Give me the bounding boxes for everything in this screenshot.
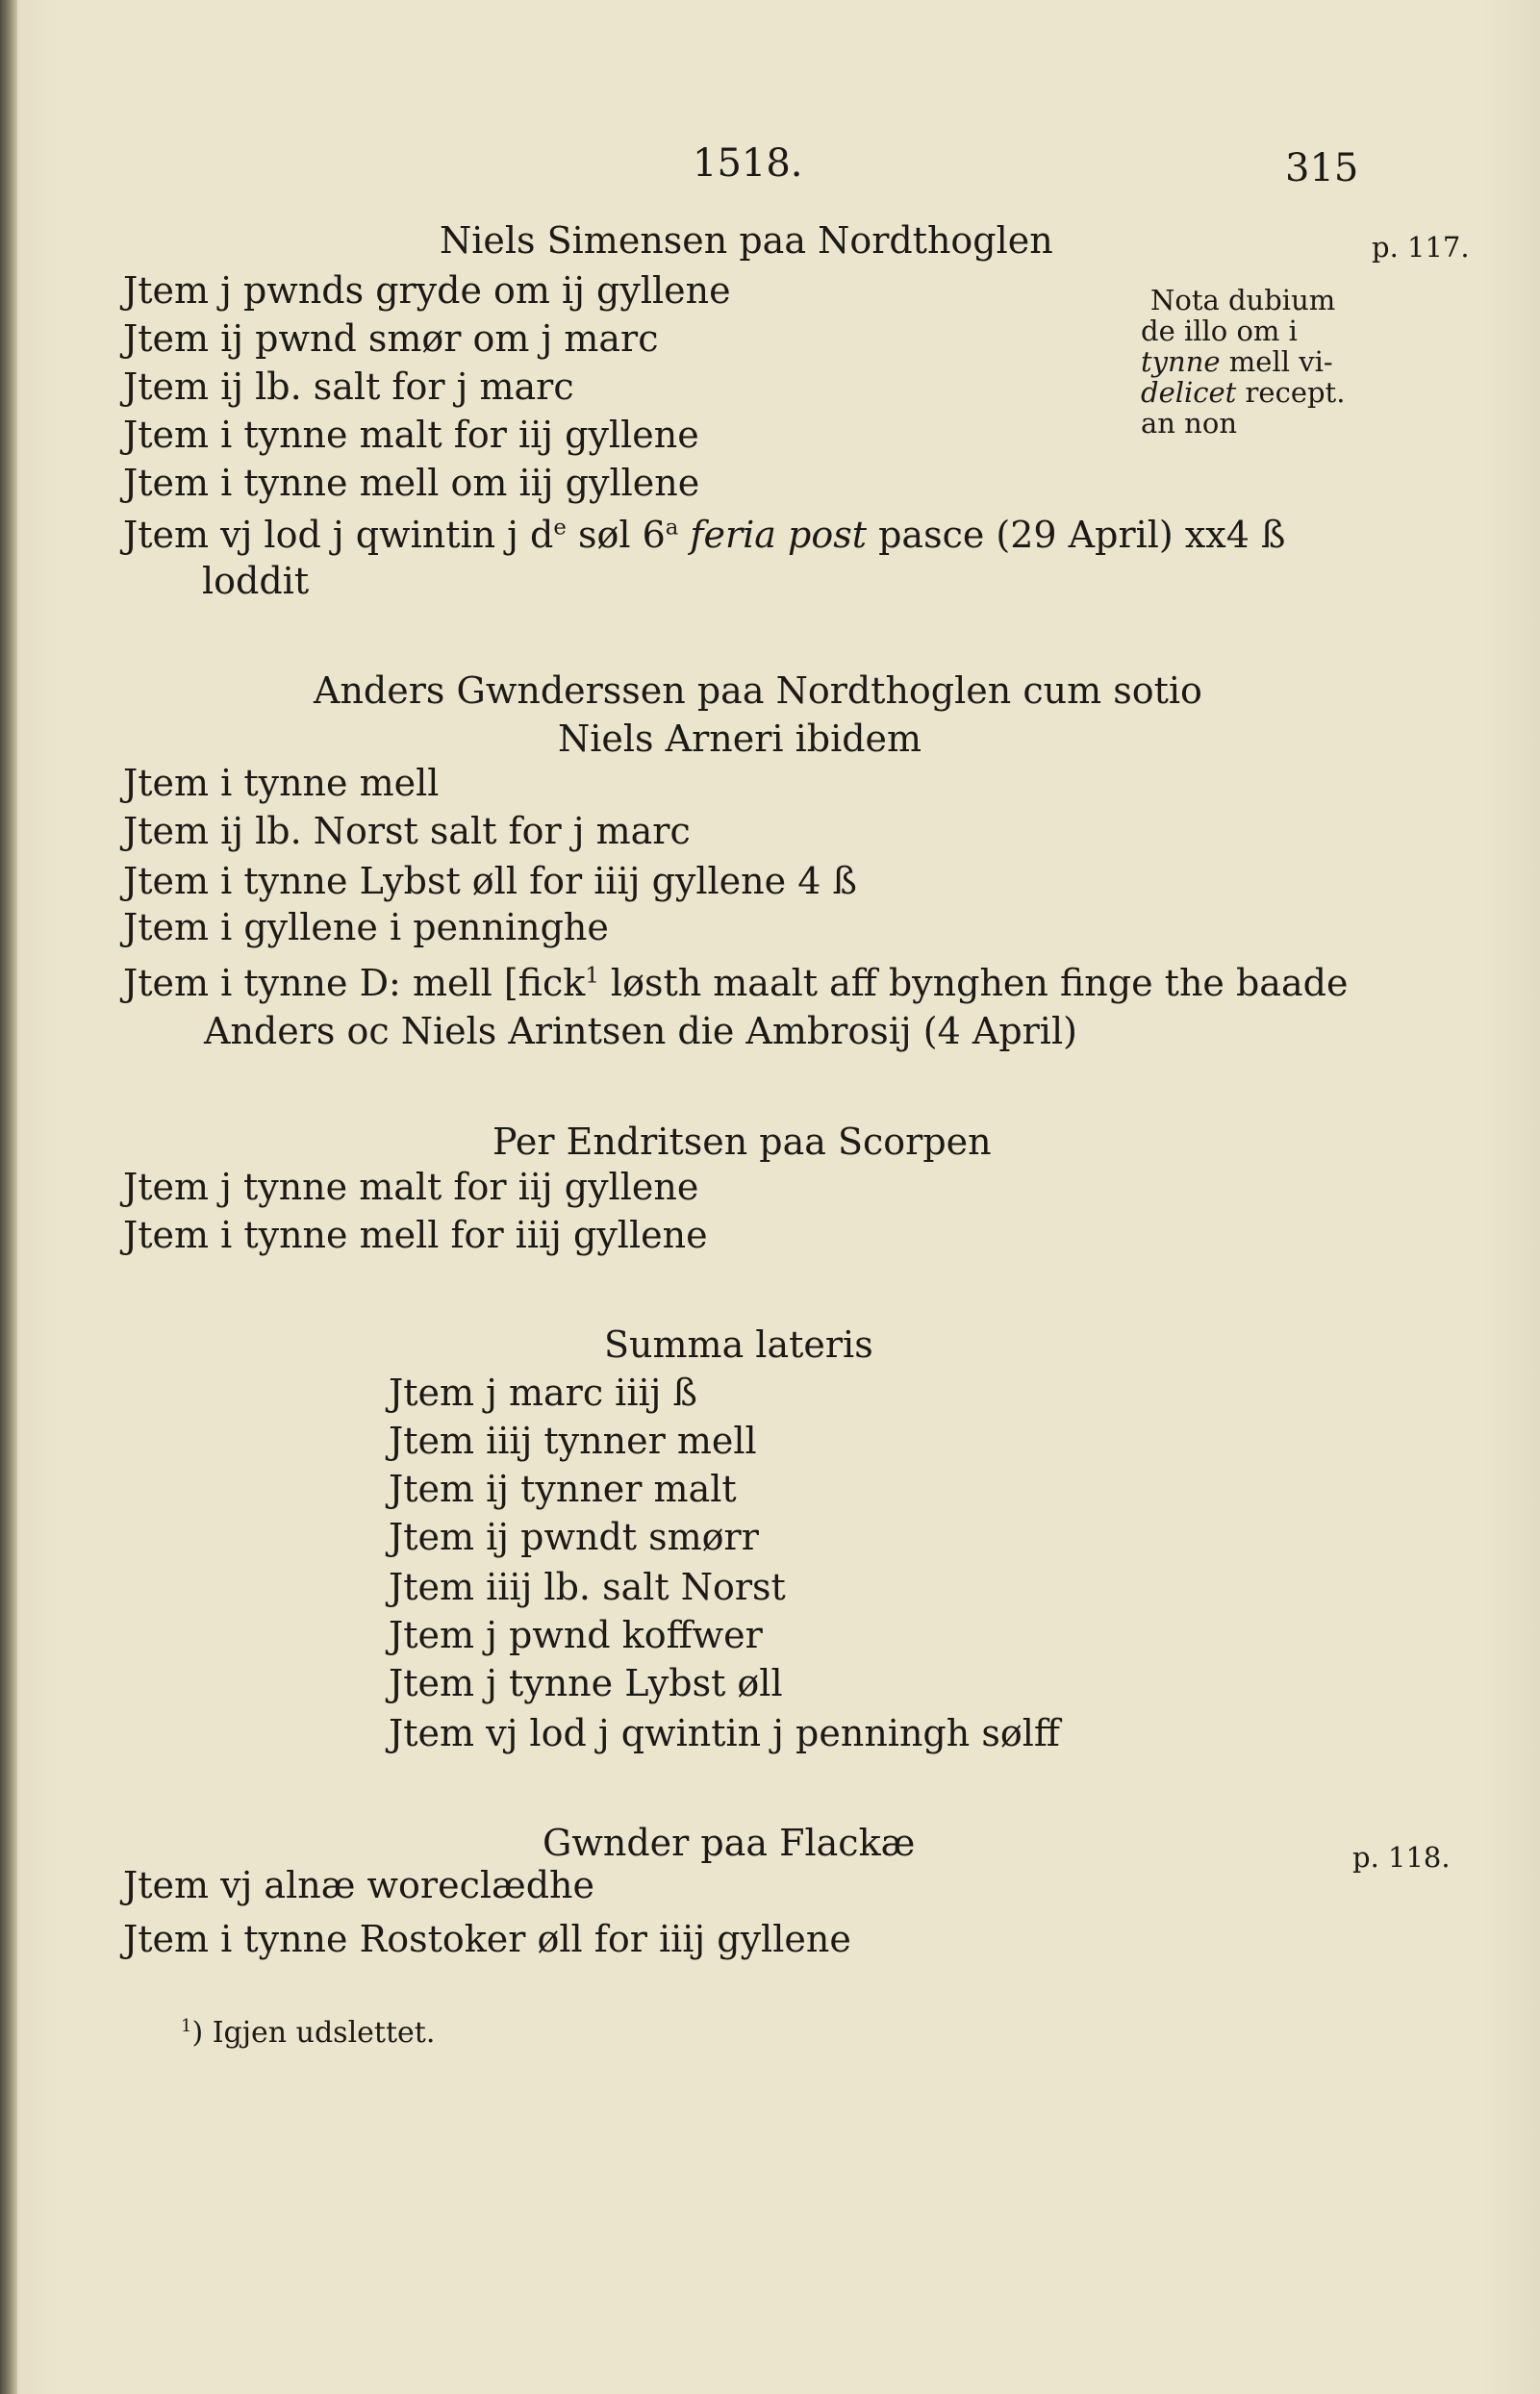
entry-line: Jtem i tynne mell for iiiј gyllene — [123, 1214, 708, 1256]
entry-line: loddit — [202, 560, 310, 602]
summary-line: Jtem iiij tynner mell — [389, 1420, 757, 1462]
summary-line: Jtem vj lod j qwintin j penningh sølff — [389, 1712, 1060, 1754]
entry-line: Jtem ij lb. salt for ј marc — [123, 365, 574, 408]
entry-line: Jtem i tynne mell — [123, 762, 440, 804]
entry-heading: Gwnder paa Flackæ — [543, 1822, 916, 1864]
entry-line: Jtem vj lod j qwintin j $d^e$ søl 6$^a$ feria post pasce (29 April) xx4 ß — [123, 514, 1286, 556]
entry-line: Jtem ј pwnds gryde om ij gyllene — [123, 269, 731, 312]
entry-heading: Niels Arneri ibidem — [558, 718, 922, 760]
summary-line: Jtem ј marc iiij ß — [389, 1372, 697, 1414]
entry-line: Anders oc Niels Arintsen die Ambrosij (4 April) — [204, 1010, 1077, 1052]
marginal-note-line: tynne mell vi- — [1141, 345, 1333, 378]
summary-line: Jtem iiij lb. salt Norst — [389, 1566, 786, 1608]
summary-line: Jtem j tynne Lybst øll — [389, 1662, 783, 1704]
page-number: 315 — [1285, 146, 1359, 190]
marginal-note-line: Nota dubium — [1150, 284, 1336, 316]
entry-heading: Anders Gwnderssen paa Nordthoglen cum sotio — [314, 669, 1202, 712]
marginal-note-line: an non — [1141, 407, 1237, 440]
entry-line: Jtem i tynne malt for iij gyllene — [123, 414, 699, 456]
entry-line: Jtem ij pwnd smør om ј marc — [123, 317, 659, 360]
entry-heading: Per Endritsen paa Scorpen — [492, 1121, 992, 1163]
entry-line: Jtem i tynne mell om iij gyllene — [123, 462, 700, 504]
entry-line: Jtem j tynne malt for iij gyllene — [123, 1166, 699, 1208]
summary-line: Jtem ij tynner malt — [389, 1468, 737, 1510]
marginal-note-line: delicet recept. — [1141, 376, 1346, 409]
entry-heading: Niels Simensen paa Nordthoglen — [440, 219, 1053, 262]
entry-line: Jtem i tynne Lybst øll for iiij gyllene 4 ß — [123, 860, 857, 902]
entry-line: Jtem i tynne D: mell [fick$^1$ løsth maalt aff bynghen finge the baade — [123, 962, 1349, 1004]
footnote: $^1$) Igjen udslettet. — [181, 2016, 436, 2050]
entry-line: Jtem i gyllene i penninghe — [123, 906, 609, 948]
summary-line: Jtem ij pwndt smørr — [389, 1516, 759, 1558]
page-year: 1518. — [693, 141, 803, 186]
margin-page-ref: p. 117. — [1372, 231, 1470, 264]
marginal-note-line: de illo om i — [1141, 315, 1298, 347]
entry-line: Jtem ij lb. Norst salt for ј marc — [123, 810, 691, 852]
entry-line: Jtem i tynne Rostoker øll for iiiј gyllene — [123, 1918, 851, 1960]
summary-line: Jtem ј pwnd koffwer — [389, 1614, 763, 1656]
entry-heading: Summa lateris — [604, 1323, 873, 1366]
book-binding-edge — [0, 0, 17, 2394]
entry-line: Jtem vј alnæ woreclædhe — [123, 1864, 595, 1906]
margin-page-ref: p. 118. — [1352, 1841, 1451, 1874]
